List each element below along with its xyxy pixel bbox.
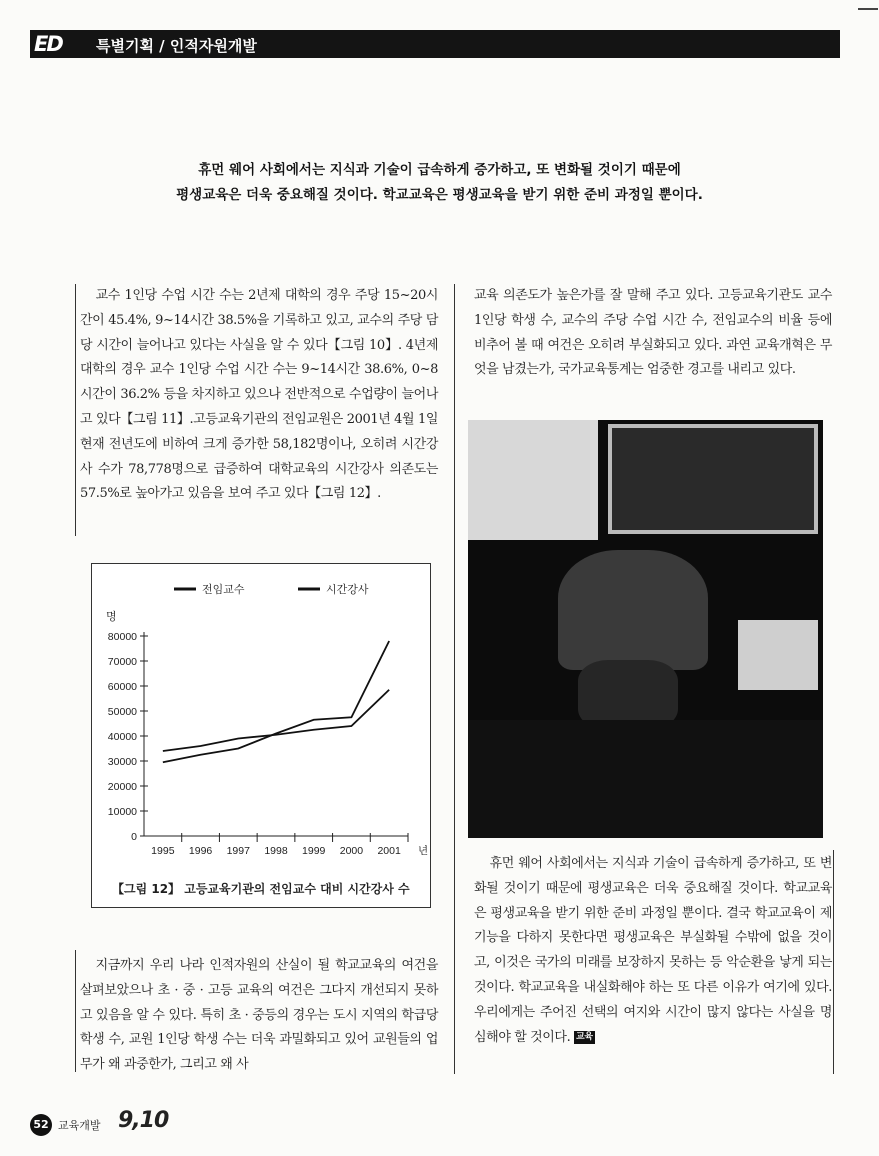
pull-quote bbox=[0, 158, 879, 208]
section-header-bar bbox=[30, 30, 840, 58]
legend-label-0: 전임교수 bbox=[202, 584, 245, 596]
y-tick-label: 60000 bbox=[107, 681, 137, 693]
x-tick-label: 1997 bbox=[226, 845, 250, 857]
left-column-text-top bbox=[80, 284, 438, 507]
y-tick-label: 10000 bbox=[107, 806, 137, 818]
line-chart bbox=[91, 563, 431, 908]
photo-poster-left bbox=[468, 420, 598, 540]
x-tick-label: 1999 bbox=[302, 845, 326, 857]
section-title: 특별기획 / 인적자원개발 bbox=[96, 37, 257, 55]
series-line-1 bbox=[163, 641, 389, 762]
legend-label-1: 시간강사 bbox=[326, 584, 369, 596]
left-column-text-bottom bbox=[80, 954, 438, 1078]
photo-student-figure bbox=[558, 550, 708, 670]
logo-text: ED bbox=[34, 32, 62, 56]
x-tick-label: 1998 bbox=[264, 845, 288, 857]
y-tick-label: 80000 bbox=[107, 631, 137, 643]
body-paragraph: 교수 1인당 수업 시간 수는 2년제 대학의 경우 주당 15~20시간이 45.4%, 9~14시간 38.5%을 기록하고 있고, 교수의 주당 담당 시간이 늘어나고 있다는 사실을 알 수 있다【그림 10】. 4년제 대학의 경우 교수 1인당 수업 시간 수는 9~14시간 38.6%, 0~8 시간이 36.2% 등을 차지하고 있으나 전반적으로 수업량이 늘어나고 있다【그림 11】.고등교육기관의 전임교원은 2001년 4월 1일 현재 전년도에 비하여 크게 증가한 58,182명이나, 오히려 시간강사 수가 78,778명으로 급증하여 대학교육의 시간강사 의존도는 57.5%로 높아가고 있음을 보여 주고 있다【그림 12】. bbox=[80, 288, 438, 502]
closing-paragraph-text: 휴먼 웨어 사회에서는 지식과 기술이 급속하게 증가하고, 또 변화될 것이기 때문에 평생교육은 더욱 중요해질 것이다. 학교교육은 평생교육을 받기 위한 준비 과정일 뿐이다. 결국 학교교육이 제 기능을 다하지 못한다면 평생교육은 부실화될 수밖에 없을 것이고, 이것은 국가의 미래를 보장하지 못하는 등 악순환을 낳게 되는 것이다. 학교교육을 내실화해야 하는 또 다른 이유가 여기에 있다. 우리에게는 주어진 선택의 여지와 시간이 많지 않다는 사실을 명심해야 할 것이다. bbox=[474, 856, 832, 1045]
end-mark-badge: 교육 bbox=[576, 1031, 593, 1042]
x-tick-label: 1996 bbox=[188, 845, 213, 857]
right-column-text-bottom bbox=[474, 852, 832, 1050]
issue-number: 9,10 bbox=[118, 1108, 169, 1133]
x-axis-unit: 년 bbox=[418, 845, 429, 857]
left-column-rule-top bbox=[75, 284, 76, 536]
body-paragraph: 교육 의존도가 높은가를 잘 말해 주고 있다. 고등교육기관도 교수 1인당 학생 수, 교수의 주당 수업 시간 수, 전임교수의 비율 등에 비추어 볼 때 여건은 오히려 부실화되고 있다. 과연 교육개혁은 무엇을 남겼는가, 국가교육통계는 엄중한 경고를 내리고 있다. bbox=[474, 288, 832, 378]
chart-svg bbox=[92, 564, 432, 909]
photo-poster-board bbox=[608, 424, 818, 534]
x-tick-label: 1995 bbox=[151, 845, 175, 857]
y-tick-label: 50000 bbox=[107, 706, 137, 718]
right-column-rule bbox=[833, 850, 834, 1074]
magazine-logo bbox=[30, 30, 88, 58]
x-tick-label: 2001 bbox=[377, 845, 401, 857]
photo-floor bbox=[468, 720, 823, 838]
y-tick-label: 0 bbox=[131, 831, 137, 843]
y-tick-label: 40000 bbox=[107, 731, 137, 743]
body-paragraph bbox=[474, 852, 832, 1050]
pull-quote-line-1: 휴먼 웨어 사회에서는 지식과 기술이 급속하게 증가하고, 또 변화될 것이기 때문에 bbox=[198, 162, 681, 178]
corner-mark bbox=[858, 8, 878, 10]
body-paragraph: 지금까지 우리 나라 인적자원의 산실이 될 학교교육의 여건을 살펴보았으나 초 · 중 · 고등 교육의 여건은 그다지 개선되지 못하고 있음을 알 수 있다. 특히 초 · 중등의 경우는 도시 지역의 학급당 학생 수, 교원 1인당 학생 수는 더욱 과밀화되고 있어 교원들의 업무가 왜 과중한가, 그리고 왜 사 bbox=[80, 958, 438, 1073]
y-tick-label: 30000 bbox=[107, 756, 137, 768]
series-line-0 bbox=[163, 690, 389, 751]
chart-caption: 【그림 12】 고등교육기관의 전임교수 대비 시간강사 수 bbox=[112, 882, 410, 896]
y-tick-label: 20000 bbox=[107, 781, 137, 793]
center-column-rule bbox=[454, 284, 455, 1074]
photo-monitor bbox=[738, 620, 818, 690]
magazine-name: 교육개발 bbox=[58, 1119, 101, 1132]
classroom-photo bbox=[468, 420, 823, 838]
pull-quote-line-2: 평생교육은 더욱 중요해질 것이다. 학교교육은 평생교육을 받기 위한 준비 과정일 뿐이다. bbox=[176, 187, 703, 203]
y-axis-label: 명 bbox=[106, 611, 117, 623]
left-column-rule-bottom bbox=[75, 950, 76, 1072]
right-column-text-top bbox=[474, 284, 832, 383]
y-tick-label: 70000 bbox=[107, 656, 137, 668]
page-number: 52 bbox=[30, 1114, 52, 1136]
x-tick-label: 2000 bbox=[339, 845, 364, 857]
